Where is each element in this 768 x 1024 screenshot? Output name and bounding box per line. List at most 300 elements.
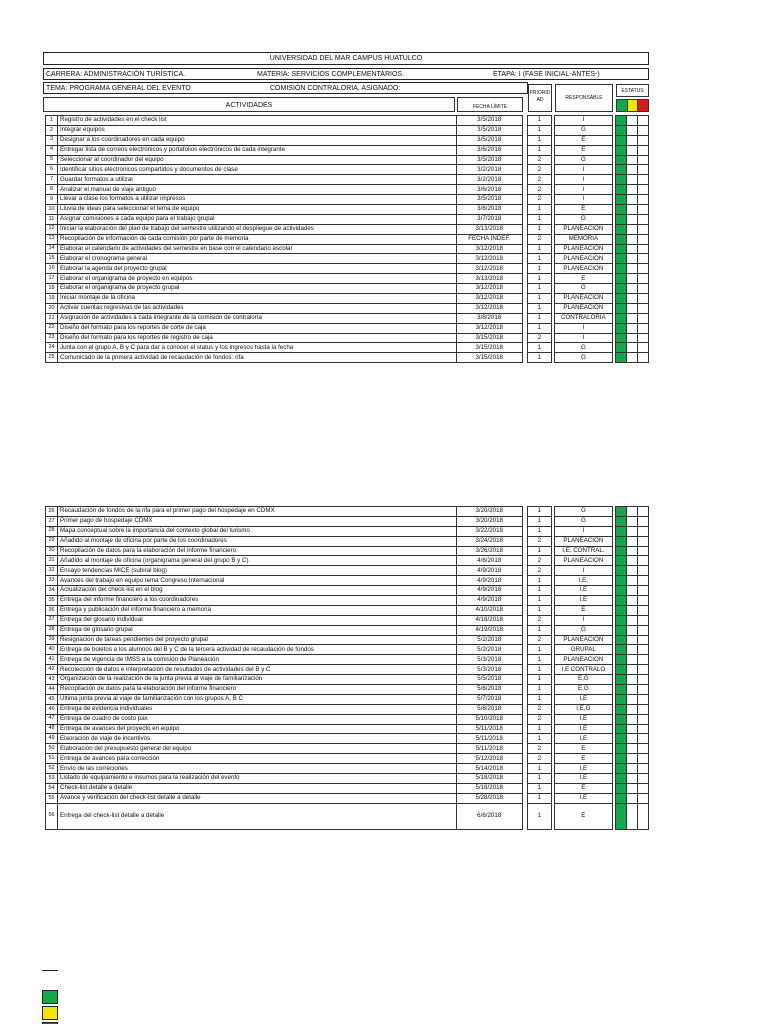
activity-text: Analizar el manual de viaje antiguo bbox=[58, 185, 457, 195]
activity-text: Entrega de boletos a los alumnos del B y C de la tercera actividad de recaudación de fondos bbox=[58, 645, 457, 655]
status-yellow-cell bbox=[626, 754, 637, 764]
responsible: I,E bbox=[554, 793, 612, 803]
activity-text: Elaborar el organigrama de proyecto grupal bbox=[58, 284, 457, 294]
status-green-cell bbox=[615, 185, 626, 195]
activity-text: Diseño del formato para los reportes de registro de caja bbox=[58, 333, 457, 343]
responsible: G bbox=[554, 214, 612, 224]
status-red-cell bbox=[637, 135, 648, 145]
table-row bbox=[46, 783, 649, 793]
responsible: G bbox=[554, 353, 612, 363]
carrera-label: CARRERA: ADMINISTRACIÓN TURÍSTICA. bbox=[46, 71, 186, 78]
activity-text: Entrega del informe financiero a los coordinadores bbox=[58, 596, 457, 606]
due-date: 4/9/2018 bbox=[456, 576, 522, 586]
due-date: 3/26/2018 bbox=[456, 546, 522, 556]
responsible: PLANEACION bbox=[554, 655, 612, 665]
status-yellow-cell bbox=[626, 313, 637, 323]
status-red-cell bbox=[637, 353, 648, 363]
status-red-cell bbox=[637, 754, 648, 764]
activity-text: Recolección de datos e interpretación de resultados de actividades del B y C bbox=[58, 665, 457, 675]
status-green-cell bbox=[615, 783, 626, 793]
row-number: 50 bbox=[46, 744, 58, 754]
due-date: 3/12/2018 bbox=[456, 294, 522, 304]
row-number: 1 bbox=[46, 116, 58, 126]
due-date: 5/11/2018 bbox=[456, 734, 522, 744]
due-date: 3/13/2018 bbox=[456, 224, 522, 234]
table-row bbox=[46, 135, 649, 145]
table-row bbox=[46, 333, 649, 343]
due-date: 3/12/2018 bbox=[456, 284, 522, 294]
status-red-cell bbox=[637, 655, 648, 665]
status-yellow-cell bbox=[626, 323, 637, 333]
priority: 1 bbox=[527, 645, 551, 655]
activity-text: Actualización del check-list en el blog bbox=[58, 586, 457, 596]
due-date: 5/18/2018 bbox=[456, 783, 522, 793]
row-number: 55 bbox=[46, 793, 58, 803]
col-header-fecha: FECHA LÍMITE bbox=[457, 97, 523, 112]
table-row bbox=[46, 665, 649, 675]
row-number: 33 bbox=[46, 576, 58, 586]
priority: 1 bbox=[527, 214, 551, 224]
status-yellow-cell bbox=[626, 803, 637, 829]
status-yellow-cell bbox=[626, 704, 637, 714]
row-number: 13 bbox=[46, 234, 58, 244]
activity-text: Última junta previa al viaje de familiarización con los grupos A, B C bbox=[58, 694, 457, 704]
priority: 1 bbox=[527, 516, 551, 526]
responsible: I,E bbox=[554, 734, 612, 744]
row-number: 3 bbox=[46, 135, 58, 145]
status-green-cell bbox=[615, 694, 626, 704]
due-date: 3/15/2018 bbox=[456, 333, 522, 343]
row-number: 17 bbox=[46, 274, 58, 284]
activity-text: Avance y verificación del check-list detalle a detalle bbox=[58, 793, 457, 803]
priority: 2 bbox=[527, 165, 551, 175]
activities-table-2 bbox=[45, 506, 649, 830]
activity-text: Identificar sitios electrónicos compartidos y documentos de clase bbox=[58, 165, 457, 175]
responsible: E,G bbox=[554, 675, 612, 685]
status-green-cell bbox=[615, 596, 626, 606]
row-number: 31 bbox=[46, 556, 58, 566]
status-red-cell bbox=[637, 185, 648, 195]
row-number: 30 bbox=[46, 546, 58, 556]
activity-text: Iniciar montaje de la oficina bbox=[58, 294, 457, 304]
priority: 1 bbox=[527, 135, 551, 145]
status-red-cell bbox=[637, 333, 648, 343]
status-yellow-cell bbox=[626, 605, 637, 615]
activity-text: Recopilación de datos para la elaboración del informe financiero bbox=[58, 685, 457, 695]
status-red-cell bbox=[637, 254, 648, 264]
row-number: 5 bbox=[46, 155, 58, 165]
status-green-cell bbox=[615, 224, 626, 234]
status-red-cell bbox=[637, 734, 648, 744]
priority: 1 bbox=[527, 783, 551, 793]
responsible: I bbox=[554, 195, 612, 205]
priority: 2 bbox=[527, 185, 551, 195]
activity-text: Entrega de glosario grupal bbox=[58, 625, 457, 635]
status-green-cell bbox=[615, 333, 626, 343]
table-row bbox=[46, 125, 649, 135]
due-date: 3/22/2018 bbox=[456, 526, 522, 536]
status-green-cell bbox=[615, 323, 626, 333]
activity-text: Organización de la realización de la junta previa al viaje de familiarización bbox=[58, 675, 457, 685]
university-title: UNIVERSIDAD DEL MAR CAMPUS HUATULCO bbox=[269, 55, 423, 62]
status-green-cell bbox=[615, 704, 626, 714]
activity-text: Entrega de vigencia de IMSS a la comisión de Planeación bbox=[58, 655, 457, 665]
legend-line bbox=[42, 970, 58, 971]
responsible: I bbox=[554, 333, 612, 343]
activity-text: Entrega y publicación del informe financiero a memoria bbox=[58, 605, 457, 615]
due-date: 3/20/2018 bbox=[456, 516, 522, 526]
status-red-cell bbox=[637, 685, 648, 695]
table-row bbox=[46, 175, 649, 185]
status-red-cell bbox=[637, 313, 648, 323]
status-yellow-cell bbox=[626, 175, 637, 185]
status-green-cell bbox=[615, 244, 626, 254]
status-green-cell bbox=[615, 615, 626, 625]
due-date: 4/18/2018 bbox=[456, 615, 522, 625]
table-row bbox=[46, 734, 649, 744]
row-number: 19 bbox=[46, 294, 58, 304]
activity-text: Entrega de avances del proyecto en equipo bbox=[58, 724, 457, 734]
col-header-responsable: RESPONSABLE bbox=[555, 84, 613, 112]
activity-text: Recopilación de datos para la elaboración del informe financiero bbox=[58, 546, 457, 556]
status-yellow-cell bbox=[626, 645, 637, 655]
table-row bbox=[46, 195, 649, 205]
row-number: 16 bbox=[46, 264, 58, 274]
table-row bbox=[46, 704, 649, 714]
row-number: 40 bbox=[46, 645, 58, 655]
status-red-cell bbox=[637, 155, 648, 165]
priority: 1 bbox=[527, 125, 551, 135]
status-green-cell bbox=[615, 234, 626, 244]
activity-text: Lluvia de ideas para seleccionar el tema de equipo bbox=[58, 205, 457, 215]
priority: 1 bbox=[527, 507, 551, 517]
activity-text: Recaudación de fondos de la rifa para el primer pago del hospedaje en CDMX bbox=[58, 507, 457, 517]
status-red-cell bbox=[637, 596, 648, 606]
priority: 1 bbox=[527, 526, 551, 536]
col-header-estatus: ESTATUS bbox=[616, 84, 649, 97]
responsible: I,E bbox=[554, 774, 612, 784]
table-row bbox=[46, 526, 649, 536]
table-row bbox=[46, 234, 649, 244]
activity-text: Elaborar el calendario de actividades del semestre en base con el calendario escolar bbox=[58, 244, 457, 254]
status-red-cell bbox=[637, 516, 648, 526]
responsible: I,E bbox=[554, 596, 612, 606]
status-red-cell bbox=[637, 714, 648, 724]
table-row bbox=[46, 803, 649, 829]
status-green-cell bbox=[615, 576, 626, 586]
table-row bbox=[46, 635, 649, 645]
responsible: G bbox=[554, 155, 612, 165]
status-yellow-cell bbox=[626, 764, 637, 774]
activity-text: Resignación de tareas pendientes del proyecto grupal bbox=[58, 635, 457, 645]
activity-text: Primer pago de hospedaje CDMX bbox=[58, 516, 457, 526]
due-date: 5/11/2018 bbox=[456, 724, 522, 734]
due-date: 5/28/2018 bbox=[456, 793, 522, 803]
status-yellow-cell bbox=[626, 353, 637, 363]
row-number: 51 bbox=[46, 754, 58, 764]
status-green-swatch bbox=[617, 100, 628, 111]
priority: 2 bbox=[527, 615, 551, 625]
due-date: 3/6/2018 bbox=[456, 205, 522, 215]
status-green-cell bbox=[615, 803, 626, 829]
col-header-prioridad: PRIORID AD bbox=[528, 84, 552, 112]
responsible: PLANEACION bbox=[554, 244, 612, 254]
activity-text: Listado de equipamiento e insumos para la realización del evento bbox=[58, 774, 457, 784]
row-number: 4 bbox=[46, 145, 58, 155]
due-date: 4/10/2018 bbox=[456, 605, 522, 615]
activity-text: Junta con el grupo A, B y C para dar a conocer el status y los ingresos hasta la fecha bbox=[58, 343, 457, 353]
status-red-cell bbox=[637, 704, 648, 714]
table-row bbox=[46, 303, 649, 313]
table-row bbox=[46, 586, 649, 596]
table-row bbox=[46, 294, 649, 304]
status-yellow-cell bbox=[626, 546, 637, 556]
status-yellow-cell bbox=[626, 145, 637, 155]
activity-text: Entrega del glosario individual bbox=[58, 615, 457, 625]
due-date: 3/5/2018 bbox=[456, 116, 522, 126]
status-red-cell bbox=[637, 175, 648, 185]
status-green-cell bbox=[615, 343, 626, 353]
activity-text: Añadido al montaje de oficina por parte de los coordinadores bbox=[58, 536, 457, 546]
activity-text: Elaboración del presupuesto general del equipo bbox=[58, 744, 457, 754]
responsible: I bbox=[554, 323, 612, 333]
status-green-cell bbox=[615, 195, 626, 205]
status-red-cell bbox=[637, 586, 648, 596]
priority: 2 bbox=[527, 536, 551, 546]
status-green-cell bbox=[615, 294, 626, 304]
tema-label: TEMA: PROGRAMA GENERAL DEL EVENTO bbox=[46, 85, 191, 92]
activity-text: Activar cuentas regresivas de las actividades bbox=[58, 303, 457, 313]
row-number: 34 bbox=[46, 586, 58, 596]
responsible: I bbox=[554, 566, 612, 576]
priority: 2 bbox=[527, 195, 551, 205]
status-green-cell bbox=[615, 546, 626, 556]
status-green-cell bbox=[615, 536, 626, 546]
status-yellow-cell bbox=[626, 714, 637, 724]
table-row bbox=[46, 323, 649, 333]
due-date: 3/13/2018 bbox=[456, 274, 522, 284]
status-red-cell bbox=[637, 645, 648, 655]
status-red-cell bbox=[637, 323, 648, 333]
row-number: 11 bbox=[46, 214, 58, 224]
table-row bbox=[46, 764, 649, 774]
table-row bbox=[46, 774, 649, 784]
due-date: 5/8/2018 bbox=[456, 704, 522, 714]
priority: 1 bbox=[527, 625, 551, 635]
status-red-cell bbox=[637, 566, 648, 576]
row-number: 39 bbox=[46, 635, 58, 645]
status-green-cell bbox=[615, 254, 626, 264]
row-number: 36 bbox=[46, 605, 58, 615]
status-yellow-cell bbox=[626, 116, 637, 126]
status-red-cell bbox=[637, 536, 648, 546]
table-row bbox=[46, 724, 649, 734]
activity-text: Check-list detalle a detalle bbox=[58, 783, 457, 793]
due-date: 3/6/2018 bbox=[456, 185, 522, 195]
table-row bbox=[46, 244, 649, 254]
row-number: 8 bbox=[46, 185, 58, 195]
status-green-cell bbox=[615, 685, 626, 695]
status-red-cell bbox=[637, 694, 648, 704]
status-red-cell bbox=[637, 724, 648, 734]
row-number: 46 bbox=[46, 704, 58, 714]
table-row bbox=[46, 313, 649, 323]
due-date: 3/12/2018 bbox=[456, 303, 522, 313]
status-green-cell bbox=[615, 145, 626, 155]
priority: 1 bbox=[527, 586, 551, 596]
table-row bbox=[46, 155, 649, 165]
due-date: 5/10/2018 bbox=[456, 714, 522, 724]
priority: 2 bbox=[527, 234, 551, 244]
status-green-cell bbox=[615, 175, 626, 185]
activity-text: Elaborar la agenda del proyecto grupal bbox=[58, 264, 457, 274]
responsible: G bbox=[554, 507, 612, 517]
table-row bbox=[46, 754, 649, 764]
responsible: PLANEACION bbox=[554, 635, 612, 645]
status-green-cell bbox=[615, 214, 626, 224]
priority: 2 bbox=[527, 704, 551, 714]
status-yellow-cell bbox=[626, 635, 637, 645]
priority: 1 bbox=[527, 205, 551, 215]
row-number: 25 bbox=[46, 353, 58, 363]
activity-text: Elaborar el cronograma general bbox=[58, 254, 457, 264]
responsible: PLANEACION bbox=[554, 536, 612, 546]
row-number: 18 bbox=[46, 284, 58, 294]
status-green-cell bbox=[615, 155, 626, 165]
activities-table-1 bbox=[45, 115, 649, 363]
priority: 2 bbox=[527, 155, 551, 165]
responsible: I,E bbox=[554, 694, 612, 704]
priority: 1 bbox=[527, 343, 551, 353]
status-green-cell bbox=[615, 135, 626, 145]
row-number: 12 bbox=[46, 224, 58, 234]
status-yellow-cell bbox=[626, 774, 637, 784]
materia-label: MATERIA: SERVICIOS COMPLEMENTARIOS. bbox=[257, 71, 405, 78]
row-number: 20 bbox=[46, 303, 58, 313]
due-date: 5/3/2018 bbox=[456, 655, 522, 665]
status-green-cell bbox=[615, 734, 626, 744]
status-red-cell bbox=[637, 224, 648, 234]
status-yellow-cell bbox=[626, 586, 637, 596]
due-date: 3/12/2018 bbox=[456, 254, 522, 264]
status-green-cell bbox=[615, 353, 626, 363]
due-date: 4/6/2018 bbox=[456, 556, 522, 566]
table-row bbox=[46, 645, 649, 655]
status-red-cell bbox=[637, 303, 648, 313]
status-yellow-cell bbox=[626, 793, 637, 803]
due-date: 4/19/2018 bbox=[456, 625, 522, 635]
table-row bbox=[46, 284, 649, 294]
due-date: 6/6/2018 bbox=[456, 803, 522, 829]
priority: 2 bbox=[527, 754, 551, 764]
activity-text: Comunicado de la primera actividad de recaudación de fondos: rifa bbox=[58, 353, 457, 363]
table-row bbox=[46, 353, 649, 363]
row-number: 49 bbox=[46, 734, 58, 744]
responsible: E bbox=[554, 145, 612, 155]
priority: 1 bbox=[527, 694, 551, 704]
priority: 1 bbox=[527, 596, 551, 606]
table-row bbox=[46, 343, 649, 353]
due-date: 5/3/2018 bbox=[456, 665, 522, 675]
status-red-cell bbox=[637, 274, 648, 284]
due-date: 3/20/2018 bbox=[456, 507, 522, 517]
responsible: I,E,G bbox=[554, 704, 612, 714]
due-date: 3/6/2018 bbox=[456, 145, 522, 155]
status-yellow-cell bbox=[626, 625, 637, 635]
row-number: 27 bbox=[46, 516, 58, 526]
due-date: 5/14/2018 bbox=[456, 764, 522, 774]
priority: 1 bbox=[527, 685, 551, 695]
responsible: I,E bbox=[554, 586, 612, 596]
responsible: E bbox=[554, 803, 612, 829]
status-red-cell bbox=[637, 605, 648, 615]
due-date: 3/5/2018 bbox=[456, 135, 522, 145]
responsible: PLANEACION bbox=[554, 224, 612, 234]
priority: 1 bbox=[527, 675, 551, 685]
priority: 1 bbox=[527, 264, 551, 274]
status-red-cell bbox=[637, 125, 648, 135]
status-yellow-cell bbox=[626, 195, 637, 205]
due-date: 3/8/2018 bbox=[456, 313, 522, 323]
priority: 1 bbox=[527, 724, 551, 734]
status-yellow-cell bbox=[626, 155, 637, 165]
activity-text: Guardar formatos a utilizar bbox=[58, 175, 457, 185]
responsible: G bbox=[554, 343, 612, 353]
priority: 1 bbox=[527, 284, 551, 294]
col-header-actividades: ACTIVIDADES bbox=[43, 97, 455, 112]
row-number: 56 bbox=[46, 803, 58, 829]
status-yellow-cell bbox=[626, 165, 637, 175]
status-green-cell bbox=[615, 165, 626, 175]
due-date: 3/2/2018 bbox=[456, 175, 522, 185]
priority: 2 bbox=[527, 744, 551, 754]
table-row bbox=[46, 145, 649, 155]
responsible: E bbox=[554, 744, 612, 754]
table-row bbox=[46, 596, 649, 606]
status-green-cell bbox=[615, 284, 626, 294]
priority: 1 bbox=[527, 303, 551, 313]
status-yellow-cell bbox=[626, 333, 637, 343]
status-red-cell bbox=[637, 234, 648, 244]
status-red-cell bbox=[637, 803, 648, 829]
row-number: 37 bbox=[46, 615, 58, 625]
status-yellow-cell bbox=[626, 343, 637, 353]
row-number: 45 bbox=[46, 694, 58, 704]
priority: 1 bbox=[527, 576, 551, 586]
status-red-cell bbox=[637, 294, 648, 304]
priority: 1 bbox=[527, 665, 551, 675]
status-yellow-cell bbox=[626, 234, 637, 244]
status-yellow-cell bbox=[626, 185, 637, 195]
table-row bbox=[46, 165, 649, 175]
priority: 2 bbox=[527, 635, 551, 645]
responsible: I bbox=[554, 175, 612, 185]
responsible: GRUPAL bbox=[554, 645, 612, 655]
responsible: PLANEACION bbox=[554, 264, 612, 274]
status-red-cell bbox=[637, 214, 648, 224]
row-number: 9 bbox=[46, 195, 58, 205]
due-date: 3/12/2018 bbox=[456, 244, 522, 254]
responsible: E bbox=[554, 605, 612, 615]
status-yellow-cell bbox=[626, 576, 637, 586]
responsible: I bbox=[554, 185, 612, 195]
responsible: I,E CONTRALO bbox=[554, 665, 612, 675]
priority: 2 bbox=[527, 333, 551, 343]
status-green-cell bbox=[615, 655, 626, 665]
row-number: 26 bbox=[46, 507, 58, 517]
priority: 1 bbox=[527, 323, 551, 333]
responsible: G bbox=[554, 125, 612, 135]
